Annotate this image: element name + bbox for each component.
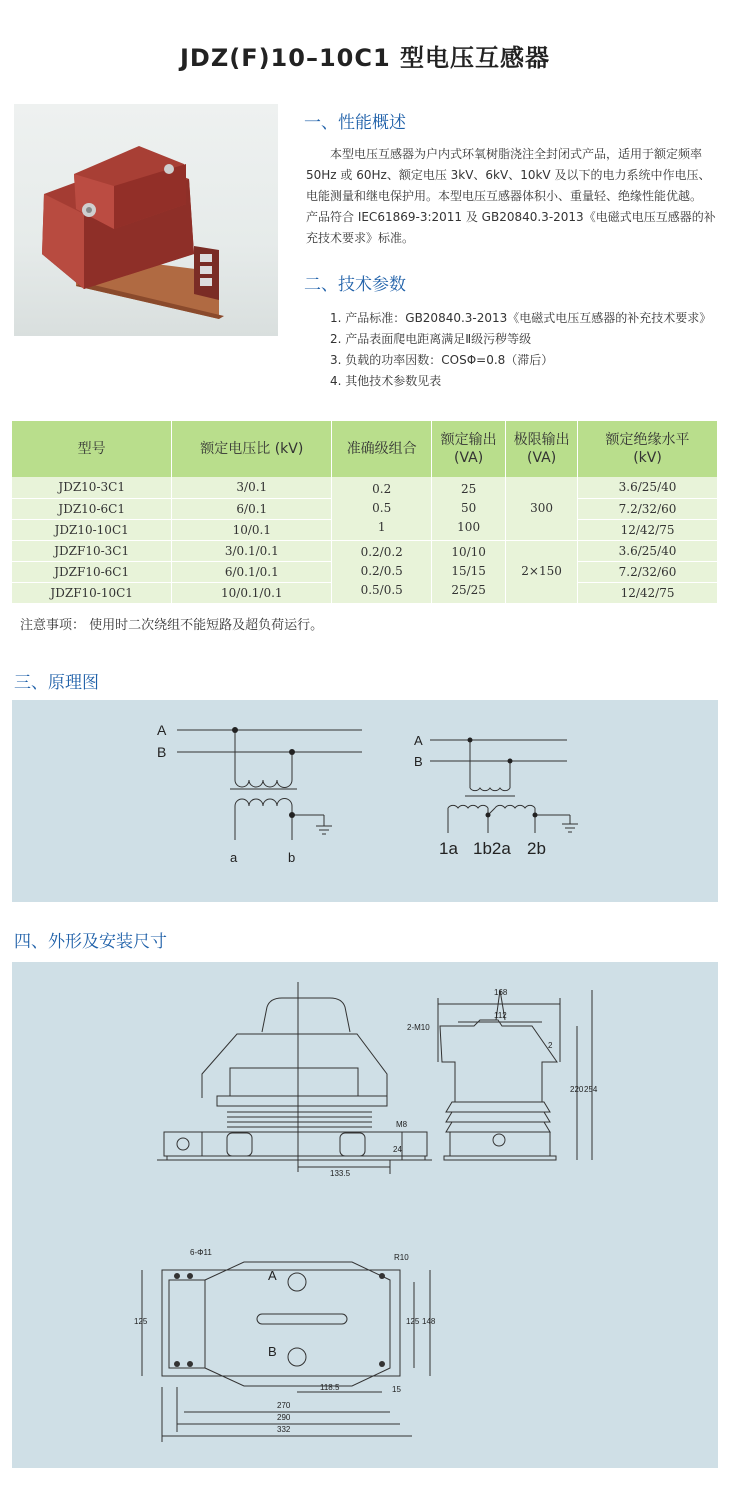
overview-line: 本型电压互感器为户内式环氧树脂浇注全封闭式产品，适用于额定频率 (330, 147, 703, 161)
table-row (12, 477, 718, 498)
spec-item: 2. 产品表面爬电距离满足Ⅱ级污秽等级 (330, 332, 532, 346)
principle-panel (12, 700, 718, 902)
col-header-model: 型号 (12, 421, 172, 477)
dim-label: 148 (422, 1317, 436, 1326)
cell-insulation: 12/42/75 (578, 519, 718, 540)
overview-line: 产品符合 IEC61869-3:2011 及 GB20840.3-2013《电磁式电压互感器的补 (306, 210, 716, 224)
usage-note: 注意事项： 使用时二次绕组不能短路及超负荷运行。 (20, 618, 324, 633)
cell-insulation: 12/42/75 (578, 582, 718, 603)
principle-heading: 三、原理图 (14, 673, 99, 693)
dimensions-heading: 四、外形及安装尺寸 (14, 932, 167, 952)
overview-line: 充技术要求》标准。 (306, 231, 415, 245)
cell-model: JDZF10-3C1 (12, 540, 172, 561)
cell-model: JDZ10-10C1 (12, 519, 172, 540)
dim-label: 254 (584, 1085, 598, 1094)
left-term-a: a (230, 850, 238, 865)
right-term-2b: 2b (527, 839, 546, 858)
cell-model: JDZF10-10C1 (12, 582, 172, 603)
cell-ratio: 10/0.1/0.1 (172, 582, 332, 603)
spec-item: 4. 其他技术参数见表 (330, 374, 442, 388)
dim-label: R10 (394, 1253, 409, 1262)
dimension-drawing (12, 962, 718, 1468)
dim-label: 2 (548, 1041, 553, 1050)
col-header-limit: 极限输出 (VA) (506, 421, 578, 477)
spec-table (12, 421, 718, 604)
page-title: JDZ(F)10–10C1 型电压互感器 (179, 44, 551, 72)
cell-limit: 2×150 (506, 540, 578, 603)
right-label-b: B (414, 754, 423, 769)
dim-label: 168 (494, 988, 508, 997)
table-row (12, 540, 718, 561)
dim-label: 220 (570, 1085, 584, 1094)
dim-label: M8 (396, 1120, 408, 1129)
dimensions-panel (12, 962, 718, 1468)
principle-diagram (12, 700, 718, 902)
specs-heading: 二、技术参数 (304, 275, 406, 295)
spec-item: 1. 产品标准：GB20840.3-2013《电磁式电压互感器的补充技术要求》 (330, 311, 712, 325)
cell-accuracy: 0.2 0.5 1 (332, 477, 432, 540)
cell-ratio: 3/0.1 (172, 477, 332, 498)
table-header-row (12, 421, 718, 477)
cell-ratio: 10/0.1 (172, 519, 332, 540)
cell-output: 10/10 15/15 25/25 (432, 540, 506, 603)
cell-ratio: 6/0.1/0.1 (172, 561, 332, 582)
dim-label: 112 (494, 1011, 507, 1020)
specs-list (330, 308, 711, 392)
cell-insulation: 3.6/25/40 (578, 540, 718, 561)
left-term-b: b (288, 850, 296, 865)
dim-label: 270 (277, 1401, 291, 1410)
cell-accuracy: 0.2/0.2 0.2/0.5 0.5/0.5 (332, 540, 432, 603)
dim-label: 133.5 (330, 1169, 351, 1178)
dim-label: 125 (134, 1317, 148, 1326)
cell-output: 25 50 100 (432, 477, 506, 540)
dim-label: 118.5 (320, 1383, 340, 1392)
product-photo (14, 104, 278, 336)
col-header-output: 额定输出 (VA) (432, 421, 506, 477)
terminal-a-label: A (268, 1268, 277, 1283)
cell-insulation: 3.6/25/40 (578, 477, 718, 498)
cell-insulation: 7.2/32/60 (578, 561, 718, 582)
overview-text (306, 144, 720, 249)
overview-line: 电能测量和继电保护用。本型电压互感器体积小、重量轻、绝缘性能优越。 (306, 189, 703, 203)
dim-label: 6-Φ11 (190, 1248, 212, 1257)
right-label-a: A (414, 733, 423, 748)
spec-item: 3. 负载的功率因数：COSΦ=0.8（滞后） (330, 353, 554, 367)
cell-limit: 300 (506, 477, 578, 540)
left-label-b: B (157, 744, 167, 760)
cell-ratio: 6/0.1 (172, 498, 332, 519)
overview-line: 50Hz 或 60Hz、额定电压 3kV、6kV、10kV 及以下的电力系统中作电压、 (306, 168, 711, 182)
col-header-accuracy: 准确级组合 (332, 421, 432, 477)
dim-label: 2-M10 (407, 1023, 430, 1032)
cell-insulation: 7.2/32/60 (578, 498, 718, 519)
cell-model: JDZ10-6C1 (12, 498, 172, 519)
right-term-1b2a: 1b2a (473, 839, 511, 858)
right-term-1a: 1a (439, 839, 458, 858)
dim-label: 24 (393, 1145, 402, 1154)
col-header-insulation: 额定绝缘水平 (kV) (578, 421, 718, 477)
cell-model: JDZF10-6C1 (12, 561, 172, 582)
terminal-b-label: B (268, 1344, 277, 1359)
overview-heading: 一、性能概述 (304, 113, 406, 133)
dim-label: 15 (392, 1385, 401, 1394)
dim-label: 290 (277, 1413, 291, 1422)
cell-model: JDZ10-3C1 (12, 477, 172, 498)
cell-ratio: 3/0.1/0.1 (172, 540, 332, 561)
left-label-a: A (157, 722, 167, 738)
col-header-ratio: 额定电压比 (kV) (172, 421, 332, 477)
dim-label: 125 (406, 1317, 420, 1326)
dim-label: 332 (277, 1425, 291, 1434)
